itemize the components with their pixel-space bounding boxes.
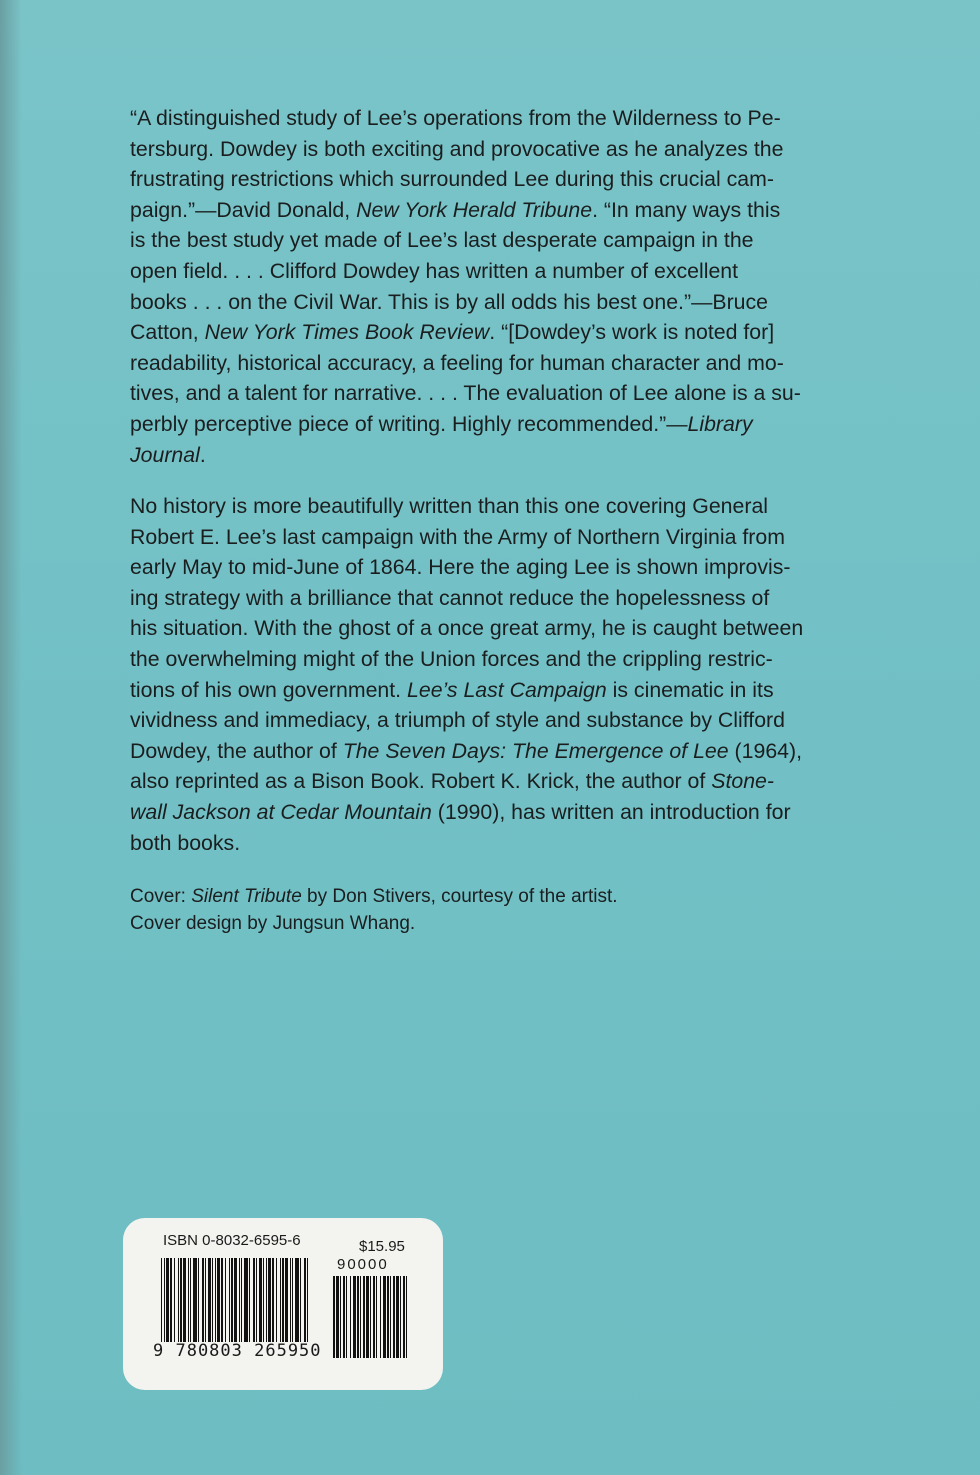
- book-title: The Seven Days: The Emergence of Lee: [342, 738, 729, 763]
- barcode-bar: [212, 1258, 213, 1342]
- blurb-text: Catton,: [130, 320, 205, 345]
- ean-barcode: [161, 1258, 311, 1342]
- barcode-bar: [231, 1258, 233, 1342]
- barcode-bar: [396, 1276, 399, 1358]
- barcode-bar: [350, 1276, 351, 1358]
- barcode-bar: [346, 1276, 347, 1358]
- description-line: ing strategy with a brilliance that cannot reduce the hopelessness of: [130, 585, 770, 610]
- barcode-bar: [266, 1258, 267, 1342]
- barcode-bar: [387, 1276, 389, 1358]
- credit-text: by Don Stivers, courtesy of the artist.: [301, 886, 618, 907]
- barcode-bar: [290, 1258, 291, 1342]
- barcode-bar: [198, 1258, 199, 1342]
- barcode-bar: [239, 1258, 240, 1342]
- barcode-bar: [268, 1258, 271, 1342]
- barcode-bar: [380, 1276, 381, 1358]
- cover-art-credit: [130, 883, 850, 910]
- barcode-bar: [363, 1276, 365, 1358]
- blurb-line: [130, 409, 850, 440]
- barcode-bar: [360, 1276, 361, 1358]
- barcode-bar: [190, 1258, 191, 1342]
- barcode-bar: [406, 1276, 407, 1358]
- description-line: vividness and immediacy, a triumph of style and substance by Clifford: [130, 708, 785, 733]
- blurb-text: .: [199, 442, 206, 467]
- barcode-bar: [193, 1258, 197, 1342]
- description-text: is cinematic in its: [606, 677, 774, 702]
- barcode-bar: [188, 1258, 189, 1342]
- barcode-bar: [161, 1258, 162, 1342]
- book-title: wall Jackson at Cedar Mountain: [130, 799, 432, 824]
- barcode-bar: [263, 1258, 264, 1342]
- publication-name: New York Herald Tribune: [356, 197, 593, 222]
- barcode-bar: [217, 1258, 220, 1342]
- barcode-bar: [403, 1276, 405, 1358]
- barcode-bar: [166, 1258, 169, 1342]
- description-text: Dowdey, the author of: [130, 738, 343, 763]
- description-line: early May to mid-June of 1864. Here the aging Lee is shown improvis-: [130, 555, 791, 580]
- description-text: (1990), has written an introduction for: [431, 799, 791, 824]
- barcode-bar: [393, 1276, 395, 1358]
- blurb-line: tives, and a talent for narrative. . . . The evaluation of Lee alone is a su-: [130, 381, 801, 406]
- barcode-bar: [170, 1258, 172, 1342]
- blurb-line: readability, historical accuracy, a feeling for human character and mo-: [130, 350, 784, 375]
- barcode-bar: [390, 1276, 391, 1358]
- barcode-bar: [205, 1258, 206, 1342]
- cover-credits: [130, 883, 850, 937]
- cover-design-credit: Cover design by Jungsun Whang.: [130, 913, 416, 934]
- barcode-bar: [336, 1276, 339, 1358]
- barcode-bar: [333, 1276, 335, 1358]
- barcode-bar: [202, 1258, 204, 1342]
- barcode-bar: [376, 1276, 377, 1358]
- barcode-bar: [259, 1258, 262, 1342]
- barcode-bar: [244, 1258, 248, 1342]
- barcode-bar: [229, 1258, 230, 1342]
- price: $15.95: [359, 1238, 405, 1255]
- blurb-text: . “In many ways this: [592, 197, 781, 222]
- barcode-bar: [307, 1258, 308, 1342]
- barcode-bar: [221, 1258, 223, 1342]
- blurb-text: paign.”—David Donald,: [130, 197, 357, 222]
- blurb-line: [130, 440, 850, 471]
- book-title: Lee’s Last Campaign: [407, 677, 607, 702]
- publication-name: New York Times Book Review: [204, 320, 490, 345]
- description-line: [130, 736, 850, 767]
- price-code: 90000: [337, 1256, 389, 1273]
- barcode-bar: [340, 1276, 341, 1358]
- barcode-bar: [370, 1276, 371, 1358]
- description-text: (1964),: [728, 738, 803, 763]
- barcode-bar: [208, 1258, 211, 1342]
- blurb-line: “A distinguished study of Lee’s operations from the Wilderness to Pe-: [130, 106, 781, 130]
- blurb-line: books . . . on the Civil War. This is by all odds his best one.”—Bruce: [130, 289, 769, 314]
- barcode-bar: [285, 1258, 288, 1342]
- barcode-bar: [383, 1276, 386, 1358]
- cover-edge-shadow: [0, 0, 22, 1475]
- barcode-bar: [249, 1258, 250, 1342]
- barcode-bar: [183, 1258, 186, 1342]
- barcode-bar: [353, 1276, 356, 1358]
- barcode-bar: [300, 1258, 301, 1342]
- barcode-bar: [343, 1276, 345, 1358]
- description-text: tions of his own government.: [130, 677, 408, 702]
- description-line: his situation. With the ghost of a once great army, he is caught between: [130, 616, 804, 641]
- description-text: also reprinted as a Bison Book. Robert K. Krick, the author of: [130, 769, 712, 794]
- publication-name: Library: [687, 411, 753, 436]
- barcode-bar: [276, 1258, 277, 1342]
- barcode-bar: [304, 1258, 306, 1342]
- price-barcode: [333, 1276, 409, 1358]
- barcode-bar: [164, 1258, 165, 1342]
- publication-name: Journal: [130, 442, 200, 467]
- barcode-bar: [174, 1258, 175, 1342]
- barcode-bar: [280, 1258, 281, 1342]
- blurb-text: perbly perceptive piece of writing. Highly recommended.”—: [130, 411, 688, 436]
- isbn-barcode-label: [123, 1218, 443, 1390]
- barcode-bar: [366, 1276, 369, 1358]
- credit-text: Cover:: [130, 886, 192, 907]
- description-line: both books.: [130, 830, 241, 855]
- barcode-bar: [241, 1258, 242, 1342]
- blurb-line: [130, 195, 850, 226]
- book-description: [130, 491, 850, 858]
- barcode-bar: [178, 1258, 179, 1342]
- artwork-title: Silent Tribute: [191, 886, 302, 907]
- barcode-bar: [253, 1258, 255, 1342]
- book-title: Stone-: [711, 769, 774, 794]
- isbn-number: ISBN 0-8032-6595-6: [163, 1232, 301, 1249]
- barcode-bar: [256, 1258, 257, 1342]
- blurb-line: open field. . . . Clifford Dowdey has written a number of excellent: [130, 258, 739, 283]
- barcode-bar: [292, 1258, 293, 1342]
- review-blurbs: [130, 103, 850, 470]
- barcode-bar: [180, 1258, 182, 1342]
- barcode-bar: [234, 1258, 237, 1342]
- description-line: Robert E. Lee’s last campaign with the Army of Northern Virginia from: [130, 524, 785, 549]
- barcode-bar: [272, 1258, 274, 1342]
- description-line: [130, 766, 850, 797]
- barcode-bar: [215, 1258, 216, 1342]
- ean-digits: 9 780803 265950: [153, 1341, 322, 1361]
- blurb-line: is the best study yet made of Lee’s last desperate campaign in the: [130, 228, 754, 253]
- blurb-line: [130, 317, 850, 348]
- barcode-bar: [282, 1258, 284, 1342]
- description-line: [130, 675, 850, 706]
- barcode-bar: [400, 1276, 401, 1358]
- description-line: [130, 797, 850, 828]
- blurb-line: tersburg. Dowdey is both exciting and provocative as he analyzes the: [130, 136, 784, 161]
- barcode-bar: [295, 1258, 299, 1342]
- barcode-bar: [225, 1258, 226, 1342]
- blurb-line: frustrating restrictions which surrounded Lee during this crucial cam-: [130, 167, 774, 192]
- description-line: the overwhelming might of the Union forces and the crippling restric-: [130, 646, 773, 671]
- barcode-bar: [373, 1276, 375, 1358]
- blurb-text: . “[Dowdey’s work is noted for]: [489, 320, 775, 345]
- description-line: No history is more beautifully written than this one covering General: [130, 494, 769, 518]
- barcode-bar: [357, 1276, 359, 1358]
